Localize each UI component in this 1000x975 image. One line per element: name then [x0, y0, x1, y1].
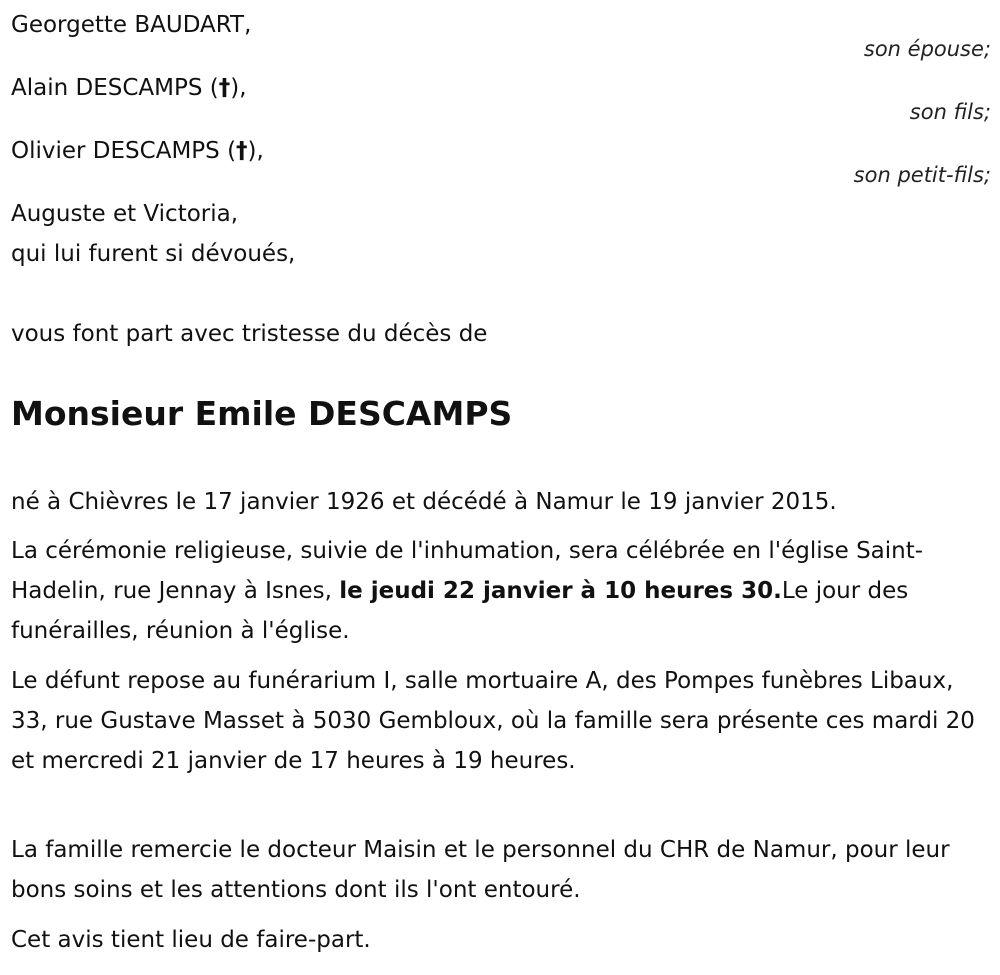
family-member-2-name [11, 73, 247, 103]
repose-paragraph: Le défunt repose au funérarium I, salle mortuaire A, des Pompes funèbres Libaux, 33, rue Gustave Masset à 5030 Gembloux, où la famille sera présente ces mardi 20 et mercredi 21 janvier de 17 heures à 19 heures. [11, 668, 975, 774]
family-member-3-name-suffix: ), [247, 138, 264, 164]
family-member-2-name-suffix: ), [230, 75, 247, 101]
others-line-1: Auguste et Victoria, [11, 201, 239, 227]
family-member-1-name [11, 10, 251, 40]
ceremony-gathering: Le jour des funérailles, réunion à l'église. [11, 578, 909, 644]
family-member-2-role: son fils; [909, 100, 991, 124]
cross-icon: † [218, 75, 231, 101]
family-member-2-name-text: Alain DESCAMPS ( [11, 75, 219, 101]
thanks-paragraph: La famille remercie le docteur Maisin et le personnel du CHR de Namur, pour leur bons soins et les attentions dont ils l'ont entouré. [11, 837, 950, 903]
family-member-3-role: son petit-fils; [853, 163, 991, 187]
cross-icon: † [236, 138, 248, 164]
family-member-3-name [11, 136, 264, 166]
ceremony-text: La cérémonie religieuse, suivie de l'inhumation, sera célébrée en l'église Saint-Hadelin, rue Jennay à Isnes, [11, 538, 924, 604]
ceremony-date: le jeudi 22 janvier à 10 heures 30. [339, 578, 782, 604]
family-member-1-name-text: Georgette BAUDART [11, 12, 245, 38]
announcement-text: vous font part avec tristesse du décès de [11, 321, 488, 347]
family-member-1-role: son épouse; [863, 37, 991, 61]
family-member-3-name-text: Olivier DESCAMPS ( [11, 138, 237, 164]
notice-text: Cet avis tient lieu de faire-part. [11, 927, 371, 953]
ceremony-paragraph [11, 531, 986, 651]
family-member-1-name-suffix: , [244, 12, 252, 38]
born-died-text: né à Chièvres le 17 janvier 1926 et décédé à Namur le 19 janvier 2015. [11, 489, 837, 515]
others-line-2: qui lui furent si dévoués, [11, 241, 296, 267]
deceased-name: Monsieur Emile DESCAMPS [11, 394, 513, 433]
